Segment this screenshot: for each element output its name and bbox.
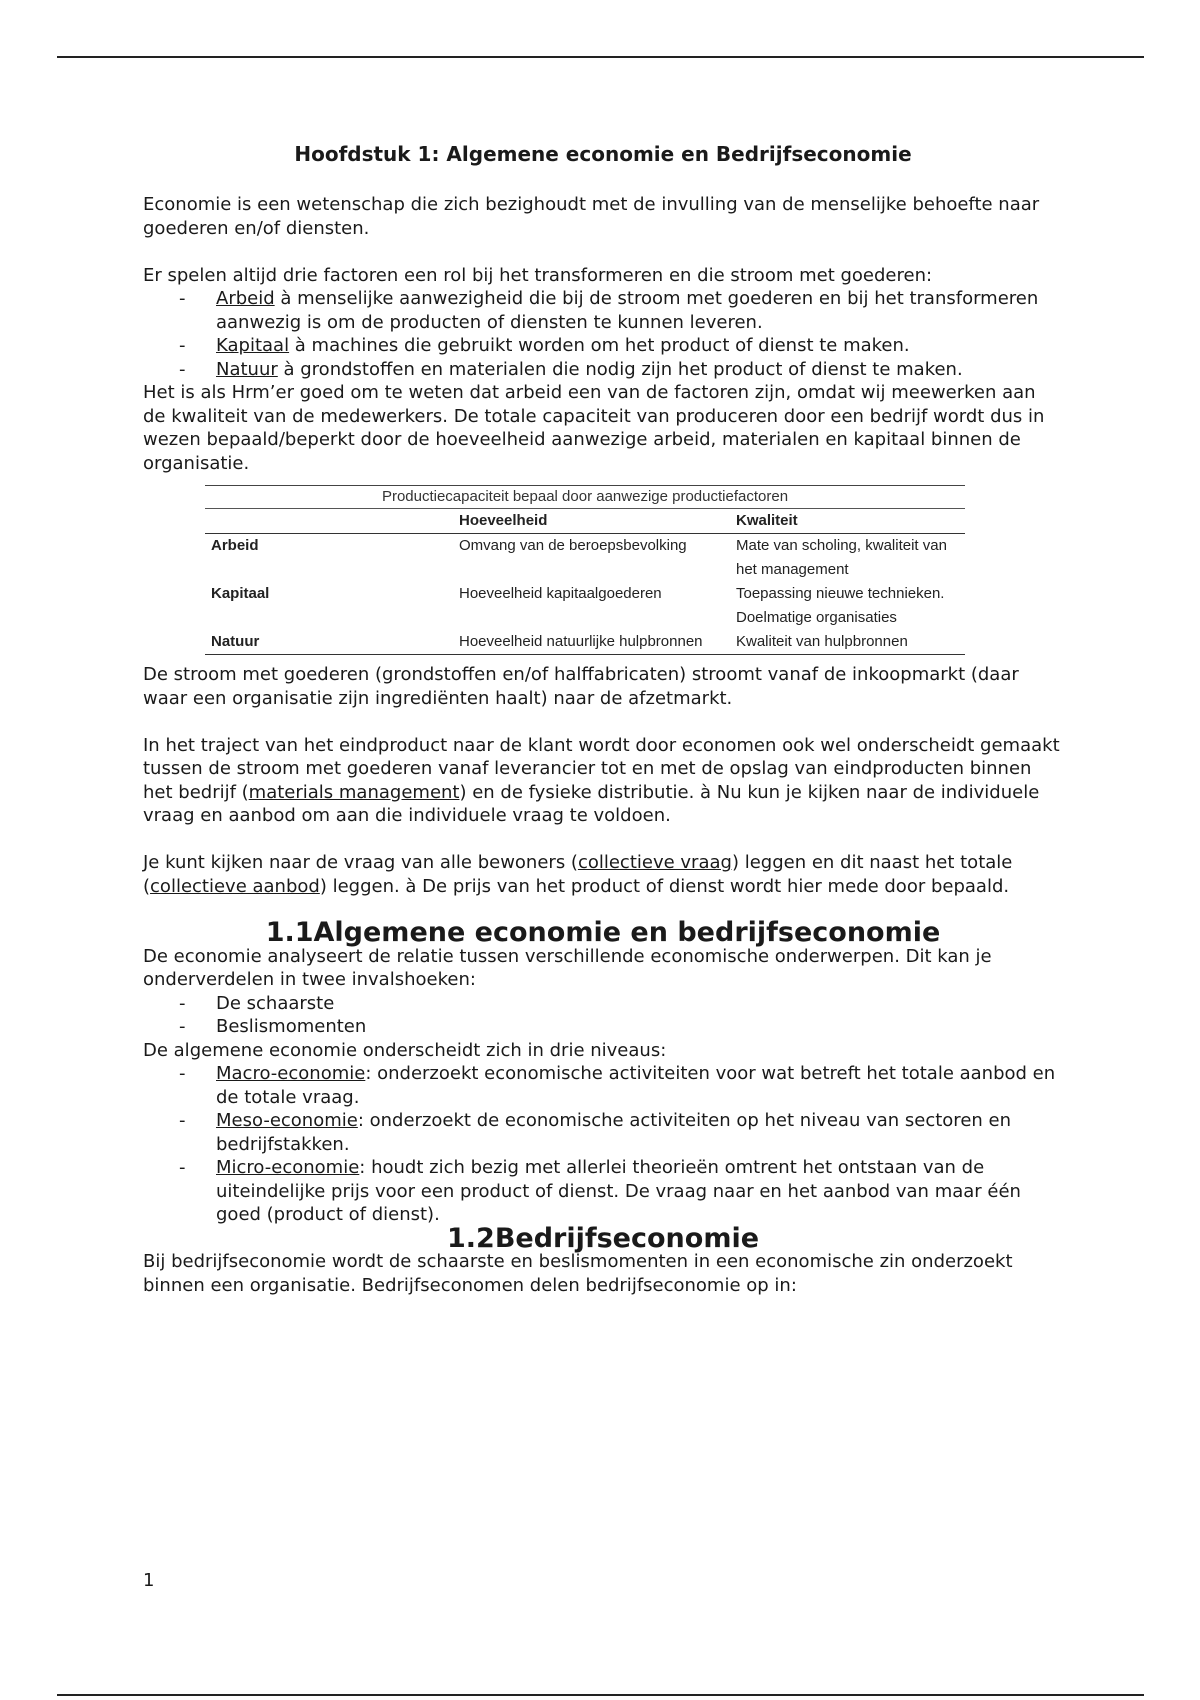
table-cell: Hoeveelheid kapitaalgoederen	[459, 585, 662, 602]
list-item-text: à machines die gebruikt worden om het product of dienst te maken.	[289, 335, 910, 356]
table-row-label: Arbeid	[211, 537, 259, 554]
levels-list	[143, 1062, 1063, 1227]
list-item-text: : houdt zich bezig met allerlei theorieën omtrent het ontstaan van de uiteindelijke prijs voor een product of dienst. De vraag naar en het aanbod van maar één goed (product of dienst).	[216, 1157, 1021, 1225]
table-row	[205, 582, 965, 630]
term-micro-economie: Micro-economie	[216, 1157, 360, 1178]
page-number: 1	[143, 1570, 155, 1591]
production-capacity-table	[205, 485, 965, 655]
list-item: - Beslismomenten	[143, 1015, 1063, 1039]
list-item-text: : onderzoekt economische activiteiten voor wat betreft het totale aanbod en de totale vraag.	[216, 1063, 1056, 1108]
term-materials-management: materials management	[248, 781, 460, 803]
factors-lead: Er spelen altijd drie factoren een rol bij het transformeren en die stroom met goederen:	[143, 264, 933, 286]
intro-paragraph: Economie is een wetenschap die zich bezighoudt met de invulling van de menselijke behoefte naar goederen en/of diensten.	[143, 194, 1040, 239]
list-item	[143, 1062, 1063, 1109]
collectief-text-2: ) leggen en dit naast het totale (	[143, 852, 1013, 897]
collectief-paragraph	[143, 851, 1063, 898]
list-item-text: à grondstoffen en materialen die nodig zijn het product of dienst te maken.	[277, 358, 963, 380]
list-item: - De schaarste	[143, 992, 1063, 1016]
table-row	[205, 630, 965, 655]
list-item-text: à menselijke aanwezigheid die bij de stroom met goederen en bij het transformeren aanwezig is om de producten of diensten te kunnen leveren.	[216, 288, 1039, 333]
collectief-text-1: Je kunt kijken naar de vraag van alle bewoners (	[143, 852, 578, 873]
list-item	[143, 334, 1063, 358]
traject-paragraph	[143, 734, 1063, 828]
traject-text-after: ) en de fysieke distributie. à Nu kun je kijken naar de individuele vraag en aanbod om aan die individuele vraag te voldoen.	[143, 781, 1040, 826]
footer-rule	[57, 1694, 1144, 1696]
table-row-label: Natuur	[211, 633, 260, 650]
term-natuur: Natuur	[216, 358, 278, 380]
page-title: Hoofdstuk 1: Algemene economie en Bedrijfseconomie	[294, 142, 912, 166]
list-item-text: : onderzoekt de economische activiteiten op het niveau van sectoren en bedrijfstakken.	[216, 1110, 1012, 1155]
term-meso-economie: Meso-economie	[216, 1110, 358, 1131]
term-collectieve-vraag: collectieve vraag	[577, 852, 732, 873]
page-content	[143, 141, 1063, 1297]
term-collectieve-aanbod: collectieve aanbod	[150, 875, 320, 897]
section-heading-1-2: 1.2Bedrijfseconomie	[446, 1222, 760, 1254]
collectief-text-3: ) leggen. à De prijs van het product of dienst wordt hier mede door bepaald.	[319, 875, 1010, 897]
table-caption: Productiecapaciteit bepaal door aanwezige productiefactoren	[205, 485, 965, 508]
section-heading-1-1: 1.1Algemene economie en bedrijfseconomie	[265, 917, 941, 948]
term-macro-economie: Macro-economie	[216, 1063, 366, 1084]
table-cell: Toepassing nieuwe technieken. Doelmatige organisaties	[736, 585, 945, 626]
term-kapitaal: Kapitaal	[216, 335, 290, 356]
table-header-cell: Kwaliteit	[730, 509, 965, 534]
section-1-1-text: De economie analyseert de relatie tussen verschillende economische onderwerpen. Dit kan je onderverdelen in twee invalshoeken:	[143, 945, 992, 990]
table-header-cell: Hoeveelheid	[453, 509, 730, 534]
list-item	[143, 1156, 1063, 1227]
invalshoeken-list	[143, 992, 1063, 1039]
header-rule	[57, 56, 1144, 58]
table-cell: Mate van scholing, kwaliteit van het management	[736, 537, 947, 578]
table-header-cell	[205, 509, 453, 534]
table-cell: Hoeveelheid natuurlijke hulpbronnen	[459, 633, 703, 650]
stroom-paragraph: De stroom met goederen (grondstoffen en/of halffabricaten) stroomt vanaf de inkoopmarkt (daar waar een organisatie zijn ingrediënten haalt) naar de afzetmarkt.	[143, 664, 1019, 709]
levels-lead: De algemene economie onderscheidt zich in drie niveaus:	[143, 1039, 667, 1061]
term-arbeid: Arbeid	[216, 288, 275, 309]
table-cell: Omvang van de beroepsbevolking	[459, 537, 687, 554]
factors-list	[143, 287, 1063, 381]
table-row	[205, 534, 965, 583]
table-header-row	[205, 509, 965, 534]
table-cell: Kwaliteit van hulpbronnen	[736, 633, 908, 650]
list-item	[143, 287, 1063, 334]
section-1-2-text: Bij bedrijfseconomie wordt de schaarste en beslismomenten in een economische zin onderzoekt binnen een organisatie. Bedrijfseconomen delen bedrijfseconomie op in:	[143, 1251, 1013, 1296]
traject-text-before: In het traject van het eindproduct naar de klant wordt door economen ook wel onderscheidt gemaakt tussen de stroom met goederen vanaf leverancier tot en met de opslag van eindproducten binnen het bedrijf (	[143, 734, 1060, 803]
hrm-paragraph: Het is als Hrm’er goed om te weten dat arbeid een van de factoren zijn, omdat wij meewerken aan de kwaliteit van de medewerkers. De totale capaciteit van produceren door een bedrijf wordt dus in wezen bepaald/beperkt door de hoeveelheid aanwezige arbeid, materialen en kapitaal binnen de organisatie.	[143, 382, 1045, 474]
table-row-label: Kapitaal	[211, 585, 270, 602]
list-item	[143, 1109, 1063, 1156]
list-item	[143, 358, 1063, 382]
